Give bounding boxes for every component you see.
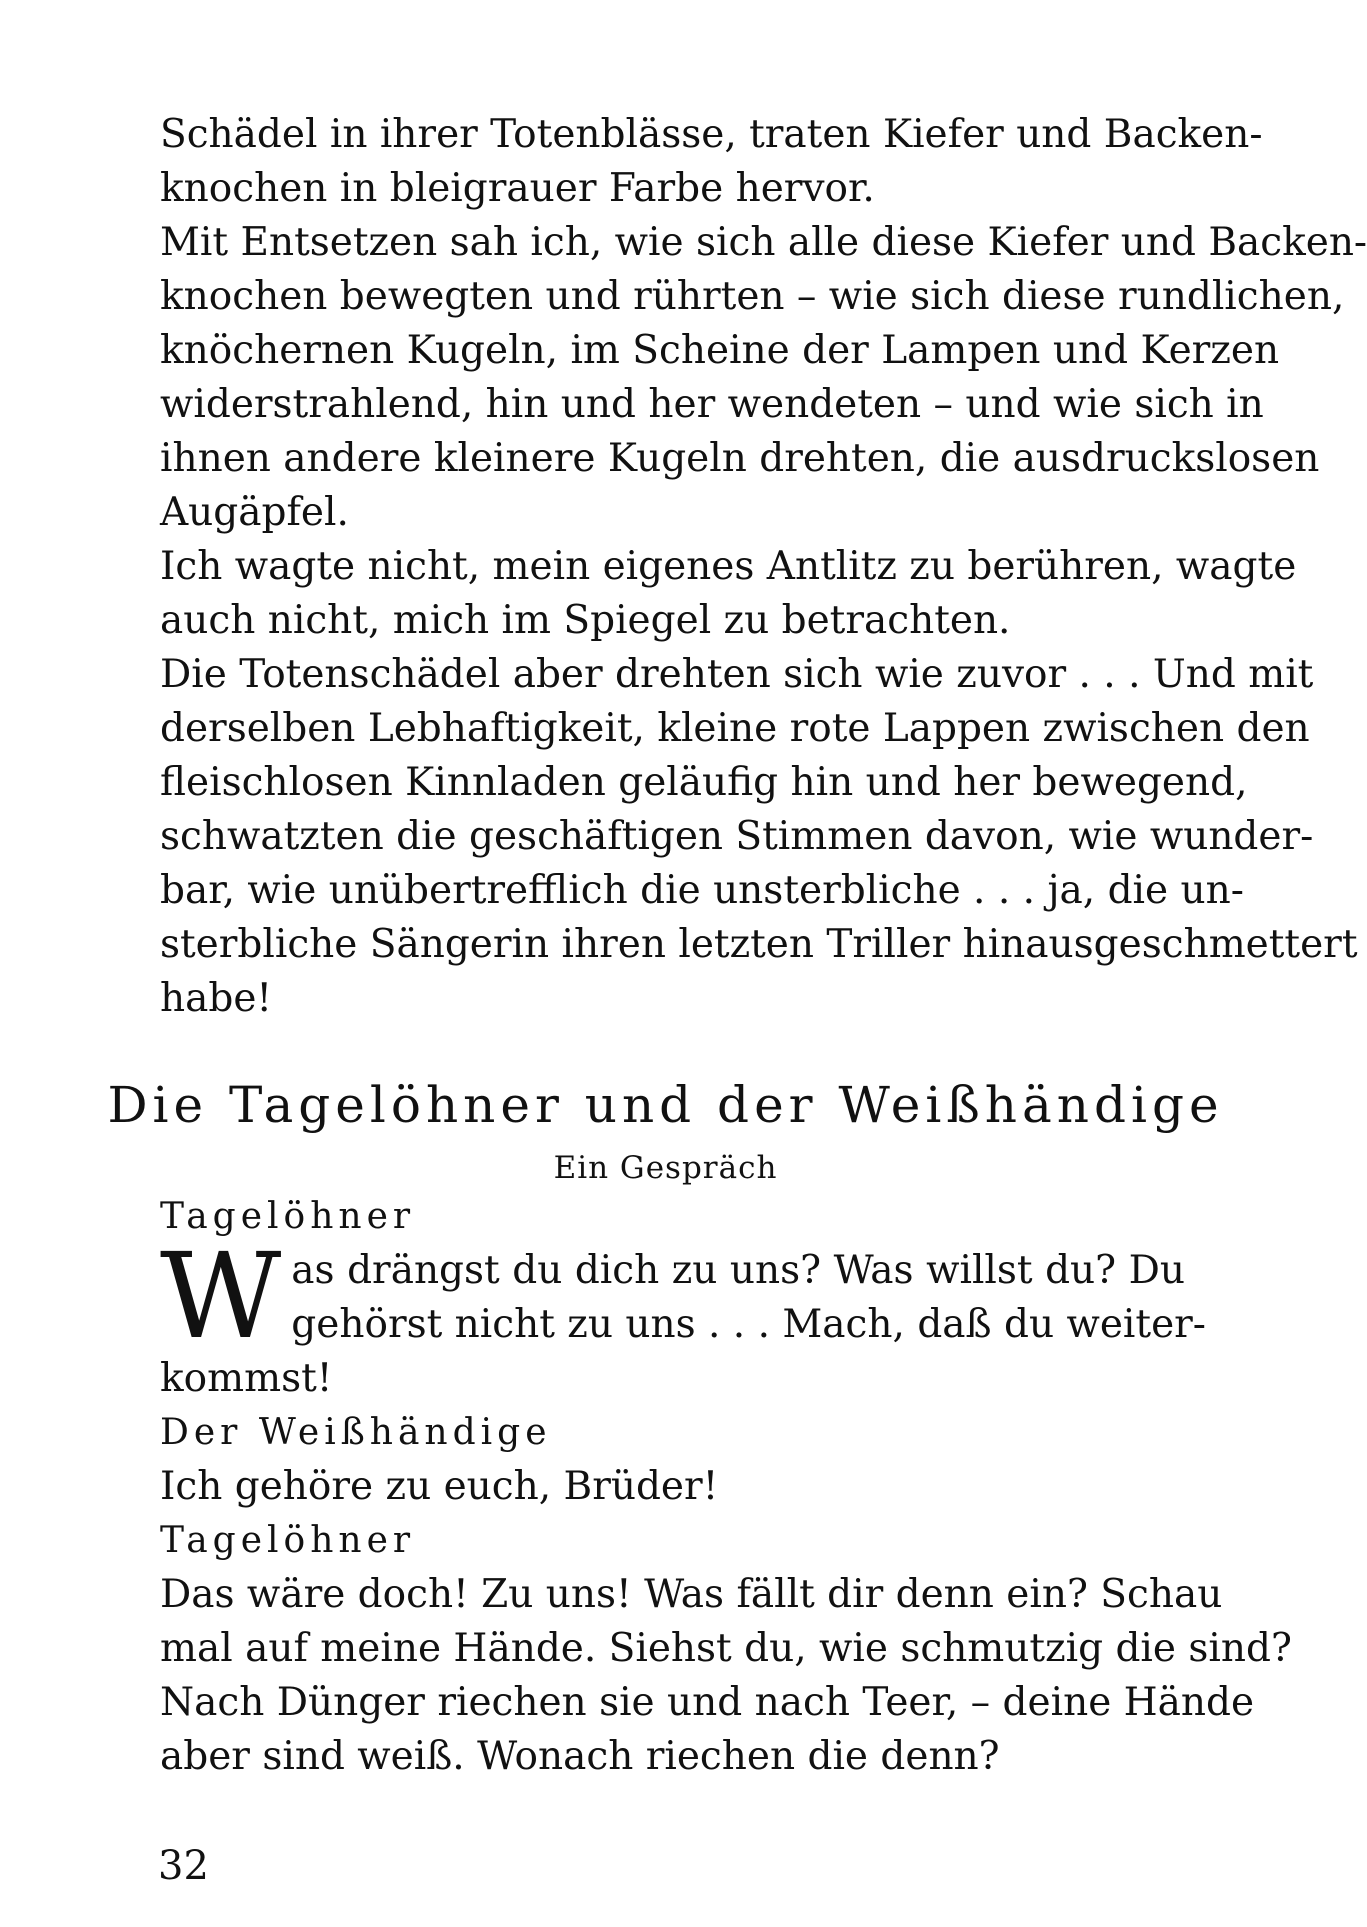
dialogue-line: as drängst du dich zu uns? Was willst du? Du: [291, 1248, 1185, 1293]
prose-line: Augäpfel.: [160, 490, 349, 535]
prose-block: [160, 108, 1367, 1026]
dialogue-line: Das wäre doch! Zu uns! Was fällt dir denn ein? Schau: [160, 1572, 1223, 1617]
prose-line: knöchernen Kugeln, im Scheine der Lampen und Kerzen: [160, 328, 1280, 373]
prose-line: widerstrahlend, hin und her wendeten – und wie sich in: [160, 382, 1264, 427]
prose-line: ihnen andere kleinere Kugeln drehten, die ausdruckslosen: [160, 436, 1320, 481]
dialogue-line: mal auf meine Hände. Siehst du, wie schmutzig die sind?: [160, 1626, 1292, 1671]
prose-line: Mit Entsetzen sah ich, wie sich alle diese Kiefer und Backen-: [160, 220, 1367, 265]
prose-line: Die Totenschädel aber drehten sich wie zuvor . . . Und mit: [160, 652, 1314, 697]
dialogue-line: aber sind weiß. Wonach riechen die denn?: [160, 1734, 1000, 1779]
section-title: Die Tagelöhner und der Weißhändige: [107, 1076, 1224, 1134]
prose-line: Ich wagte nicht, mein eigenes Antlitz zu berühren, wagte: [160, 544, 1297, 589]
dialogue-block: [160, 1190, 1292, 1784]
dialogue-line: Nach Dünger riechen sie und nach Teer, – deine Hände: [160, 1680, 1255, 1725]
prose-line: knochen bewegten und rührten – wie sich diese rundlichen,: [160, 274, 1345, 319]
drop-cap: W: [160, 1227, 282, 1365]
prose-line: fleischlosen Kinnladen geläufig hin und her bewegend,: [160, 760, 1248, 805]
prose-line: bar, wie unübertrefflich die unsterbliche . . . ja, die un-: [160, 868, 1244, 913]
speaker-label: Tagelöhner: [160, 1520, 416, 1561]
prose-line: knochen in bleigrauer Farbe hervor.: [160, 166, 875, 211]
prose-line: derselben Lebhaftigkeit, kleine rote Lappen zwischen den: [160, 706, 1310, 751]
dialogue-line: kommst!: [160, 1356, 333, 1401]
dialogue-line: gehörst nicht zu uns . . . Mach, daß du weiter-: [291, 1302, 1206, 1347]
prose-line: habe!: [160, 976, 273, 1021]
dialogue-line: Ich gehöre zu euch, Brüder!: [160, 1464, 719, 1509]
prose-line: schwatzten die geschäftigen Stimmen davon, wie wunder-: [160, 814, 1314, 859]
section-subtitle: Ein Gespräch: [553, 1150, 778, 1186]
speaker-label: Tagelöhner: [160, 1196, 416, 1237]
prose-line: Schädel in ihrer Totenblässe, traten Kiefer und Backen-: [160, 112, 1263, 157]
speaker-label: Der Weißhändige: [160, 1412, 552, 1453]
dropcap-paragraph: [160, 1227, 1206, 1406]
prose-line: auch nicht, mich im Spiegel zu betrachten.: [160, 598, 1011, 643]
prose-line: sterbliche Sängerin ihren letzten Triller hinausgeschmettert: [160, 922, 1358, 967]
page-number: 32: [158, 1843, 209, 1889]
